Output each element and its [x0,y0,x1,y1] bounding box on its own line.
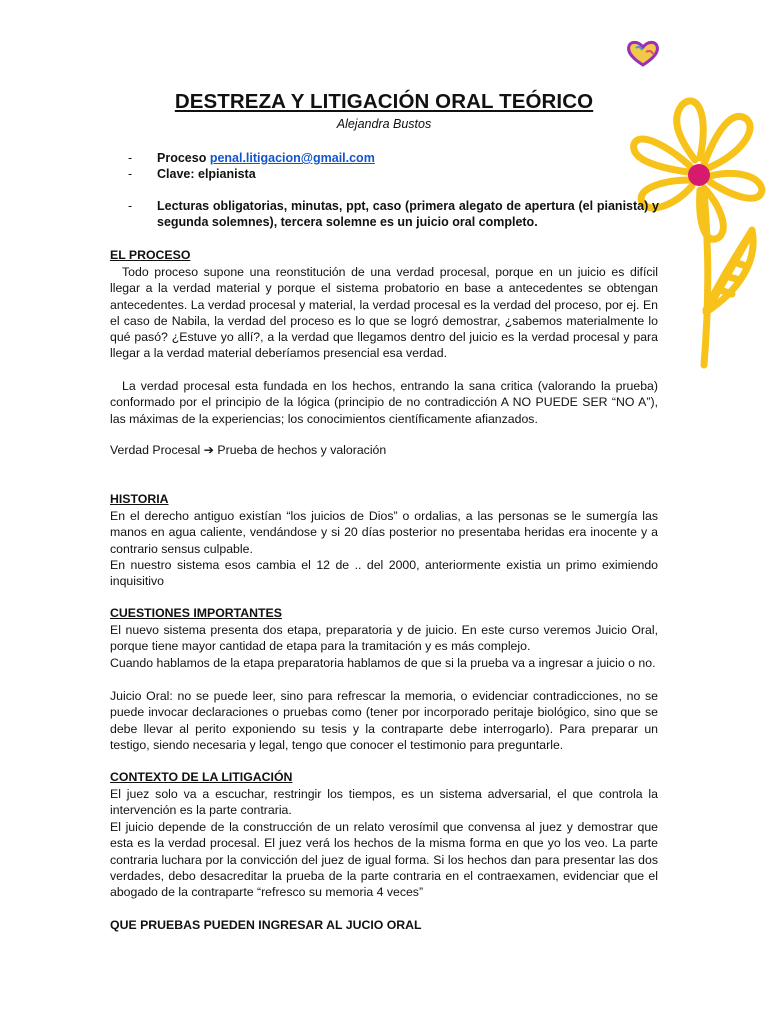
contexto-paragraph-2: El juicio depende de la construcción de un relato verosímil que convensa al juez y demostrar que esta es la verdad procesal. El juez verá los hechos de la misma forma en que yo los veo. La parte contraria luchara por la convicción del juez de igual forma. Si los hechos dan para presentar las dos verdades, debo desacreditar la prueba de la parte contraria en el contraexamen, evidenciar que el abogado de la contraparte “refresco su memoria 4 veces” [110,820,658,900]
heading-contexto: CONTEXTO DE LA LITIGACIÓN [110,770,293,784]
historia-paragraph-1: En el derecho antiguo existían “los juicios de Dios” o ordalias, a las personas se le sumergía las manos en agua caliente, vendándose y si 20 días posterior no presentaba heridas era inocente y a contrario sensus culpable. [110,509,658,556]
heart-sticker-icon [624,38,662,68]
document-page: DESTREZA Y LITIGACIÓN ORAL TEÓRICO Alejandra Bustos - Proceso penal.litigacion@gmail.com - Clave: elpianista - Lecturas obligatorias, minutas, ppt, caso (primera alegato de apertura (el pianista) y segunda solemnes), tercera solemne es un juicio oral completo. EL PROCESO Todo proceso supone una reonstitución de una verdad procesal, porque en un juicio es difícil llegar a la verdad material y porque el sistema probatorio en base a antecedentes se obtengan antecedentes. La verdad procesal y material, la verdad procesal es la verdad del proceso, por ej. En el caso de Nabila, la verdad del proceso es lo que se logró demostrar, ¿sabemos materialmente lo qué pasó? ¿Estuve yo allí?, a la verdad que llegamos dentro del juicio es la verdad procesal y para llegar a la verdad material deberíamos presencial esa verdad. La verdad procesal esta fundada en los hechos, entrando la sana critica (valorando la prueba) conformado por el principio de la lógica (principio de no contradicción A NO PUEDE SER “NO A”), las máximas de la experiencias; los conocimientos científicamente afianzados. Verdad Procesal ➔ Prueba de hechos y valoración HISTORIA En el derecho antiguo existían “los juicios de Dios” o ordalias, a las personas se le sumergía las manos en agua caliente, vendándose y si 20 días posterior no presentaba heridas era inocente y a contrario sensus culpable. En nuestro sistema esos cambia el 12 de .. del 2000, anteriormente existia un primo eximiendo inquisitivo CUESTIONES IMPORTANTES El nuevo sistema presenta dos etapa, preparatoria y de juicio. En este curso veremos Juicio Oral, porque tiene mayor cantidad de etapa para la tramitación y es más complejo. Cuando hablamos de la etapa preparatoria hablamos de que si la prueba va a ingresar a juicio o no. Juicio Oral: no se puede leer, sino para refrescar la memoria, o evidenciar contradicciones, no se puede invocar declaraciones o pruebas como (tener por incorporado peritaje biológico, sino que se debe llevar al perito exponiendo su tesis y la contraparte debe interrogarlo). Para preparar un testigo, siendo necesaria y legal, tengo que conocer el testimonio para preguntarle. CONTEXTO DE LA LITIGACIÓN El juez solo va a escuchar, restringir los tiempos, es un sistema adversarial, el que controla la intervención es la parte contraria. El juicio depende de la construcción de un relato verosímil que convensa al juez y demostrar que esta es la verdad procesal. El juez verá los hechos de la misma forma en que yo los veo. La parte contraria luchara por la convicción del juez de igual forma. Si los hechos dan para presentar las dos verdades, debo desacreditar la prueba de la parte contraria en el contraexamen, evidenciar que el abogado de la contraparte “refresco su memoria 4 veces” QUE PRUEBAS PUEDEN INGRESAR AL JUCIO ORAL [0,0,768,1024]
contexto-paragraph-1: El juez solo va a escuchar, restringir los tiempos, es un sistema adversarial, el que controla la intervención es la parte contraria. [110,787,658,818]
heading-el-proceso: EL PROCESO [110,248,191,262]
arrow-right-icon: ➔ [203,443,214,457]
heading-pruebas: QUE PRUEBAS PUEDEN INGRESAR AL JUCIO ORAL [110,918,422,932]
document-author: Alejandra Bustos [336,117,432,131]
cuestiones-paragraph-2: Cuando hablamos de la etapa preparatoria hablamos de que si la prueba va a ingresar a juicio o no. [110,656,656,670]
document-title: DESTREZA Y LITIGACIÓN ORAL TEÓRICO [174,90,594,113]
proceso-paragraph-2: La verdad procesal esta fundada en los hechos, entrando la sana critica (valorando la prueba) conformado por el principio de la lógica (principio de no contradicción A NO PUEDE SER “NO A”), las máximas de la experiencias; los conocimientos científicamente afianzados. [110,379,658,426]
cuestiones-paragraph-3: Juicio Oral: no se puede leer, sino para refrescar la memoria, o evidenciar contradicciones, no se puede invocar declaraciones o pruebas como (tener por incorporado peritaje biológico, sino que se debe llevar al perito exponiendo su tesis y la contraparte debe interrogarlo). Para preparar un testigo, siendo necesaria y legal, tengo que conocer el testimonio para preguntarle. [110,689,658,752]
bullet-clave-label: Clave: elpianista [157,167,256,181]
historia-paragraph-2: En nuestro sistema esos cambia el 12 de .. del 2000, anteriormente existia un primo eximiendo inquisitivo [110,558,658,589]
verdad-procesal-line: Verdad Procesal ➔ Prueba de hechos y valoración [110,443,387,457]
email-link[interactable]: penal.litigacion@gmail.com [209,151,375,165]
bullet-lecturas-label: Lecturas obligatorias, minutas, ppt, caso (primera alegato de apertura (el pianista) y segunda solemnes), tercera solemne es un juicio oral completo. [157,199,659,229]
bullet-proceso-label: Proceso [157,151,210,165]
proceso-paragraph-1: Todo proceso supone una reonstitución de una verdad procesal, porque en un juicio es difícil llegar a la verdad material y porque el sistema probatorio en base a antecedentes se obtengan antecedentes. La verdad procesal y material, la verdad procesal es la verdad del proceso, por ej. En el caso de Nabila, la verdad del proceso es lo que se logró demostrar, ¿sabemos materialmente lo qué pasó? ¿Estuve yo allí?, a la verdad que llegamos dentro del juicio es la verdad procesal y para llegar a la verdad material deberíamos presencial esa verdad. [110,265,658,361]
cuestiones-paragraph-1: El nuevo sistema presenta dos etapa, preparatoria y de juicio. En este curso veremos Juicio Oral, porque tiene mayor cantidad de etapa para la tramitación y es más complejo. [110,623,658,654]
heading-historia: HISTORIA [110,492,169,506]
heading-cuestiones: CUESTIONES IMPORTANTES [110,606,282,620]
